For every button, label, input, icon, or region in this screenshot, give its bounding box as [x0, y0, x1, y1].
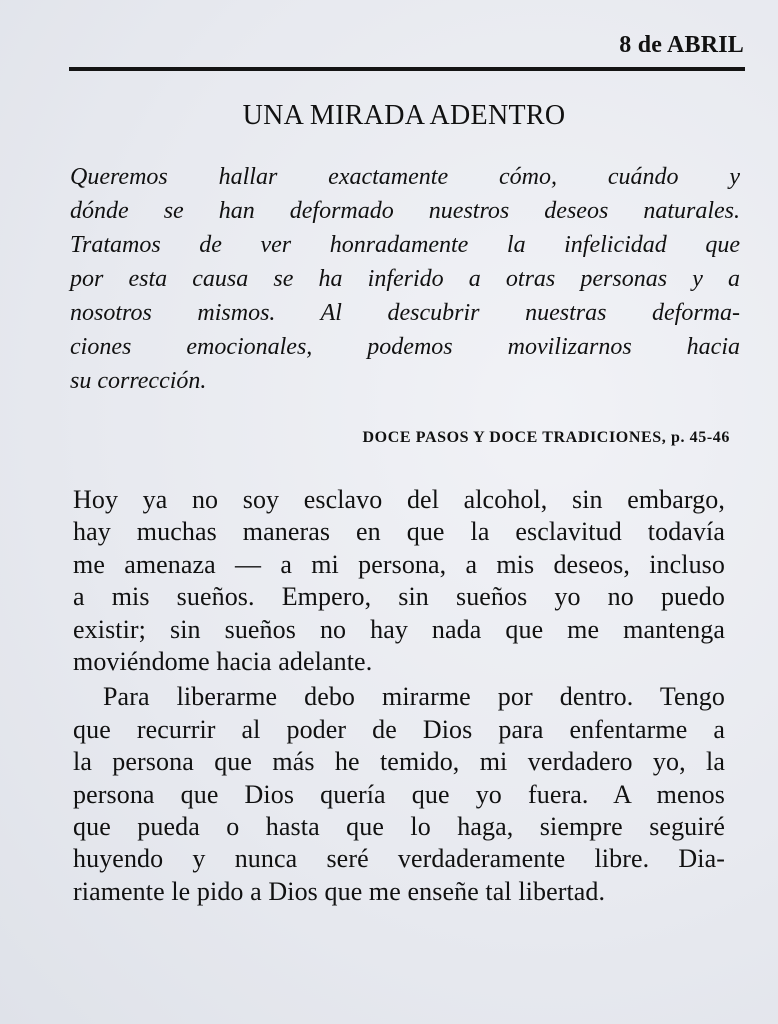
paragraph-1-line: me amenaza — a mi persona, a mis deseos, incluso [73, 549, 725, 579]
quote-line: ciones emocionales, podemos movilizarnos hacia [70, 334, 740, 360]
paragraph-1-line: a mis sueños. Empero, sin sueños yo no puedo [73, 582, 725, 612]
paragraph-1-line: moviéndome hacia adelante. [73, 646, 373, 676]
paragraph-2-line: que recurrir al poder de Dios para enfentarme a [73, 714, 725, 744]
reflection-text [73, 484, 725, 908]
paragraph-2-line: que pueda o hasta que lo haga, siempre seguiré [73, 811, 725, 841]
paragraph-1-line: hay muchas maneras en que la esclavitud todavía [73, 517, 725, 547]
paragraph-2-line: persona que Dios quería que yo fuera. A menos [73, 779, 725, 809]
quote-line: nosotros mismos. Al descubrir nuestras deforma- [70, 300, 740, 326]
italic-quote [70, 160, 740, 398]
paragraph-2-line: riamente le pido a Dios que me enseñe tal libertad. [73, 876, 606, 906]
quote-source: DOCE PASOS Y DOCE TRADICIONES, p. 45-46 [362, 429, 730, 446]
paragraph-2-line: huyendo y nunca seré verdaderamente libre. Dia- [73, 844, 725, 874]
page-date-header: 8 de ABRIL [619, 32, 744, 58]
paragraph-1-line: existir; sin sueños no hay nada que me mantenga [73, 614, 725, 644]
quote-line: Queremos hallar exactamente cómo, cuándo y [70, 164, 740, 190]
quote-line: su corrección. [70, 368, 207, 394]
paragraph-2-line: Para liberarme debo mirarme por dentro. Tengo [103, 682, 725, 712]
quote-line: por esta causa se ha inferido a otras personas y a [70, 266, 740, 292]
paragraph-1-line: Hoy ya no soy esclavo del alcohol, sin embargo, [73, 485, 725, 514]
paragraph-2-line: la persona que más he temido, mi verdadero yo, la [73, 747, 725, 777]
header-divider [69, 67, 745, 71]
page-title: UNA MIRADA ADENTRO [242, 100, 566, 131]
quote-line: Tratamos de ver honradamente la infelicidad que [70, 232, 740, 258]
quote-line: dónde se han deformado nuestros deseos naturales. [70, 198, 740, 224]
